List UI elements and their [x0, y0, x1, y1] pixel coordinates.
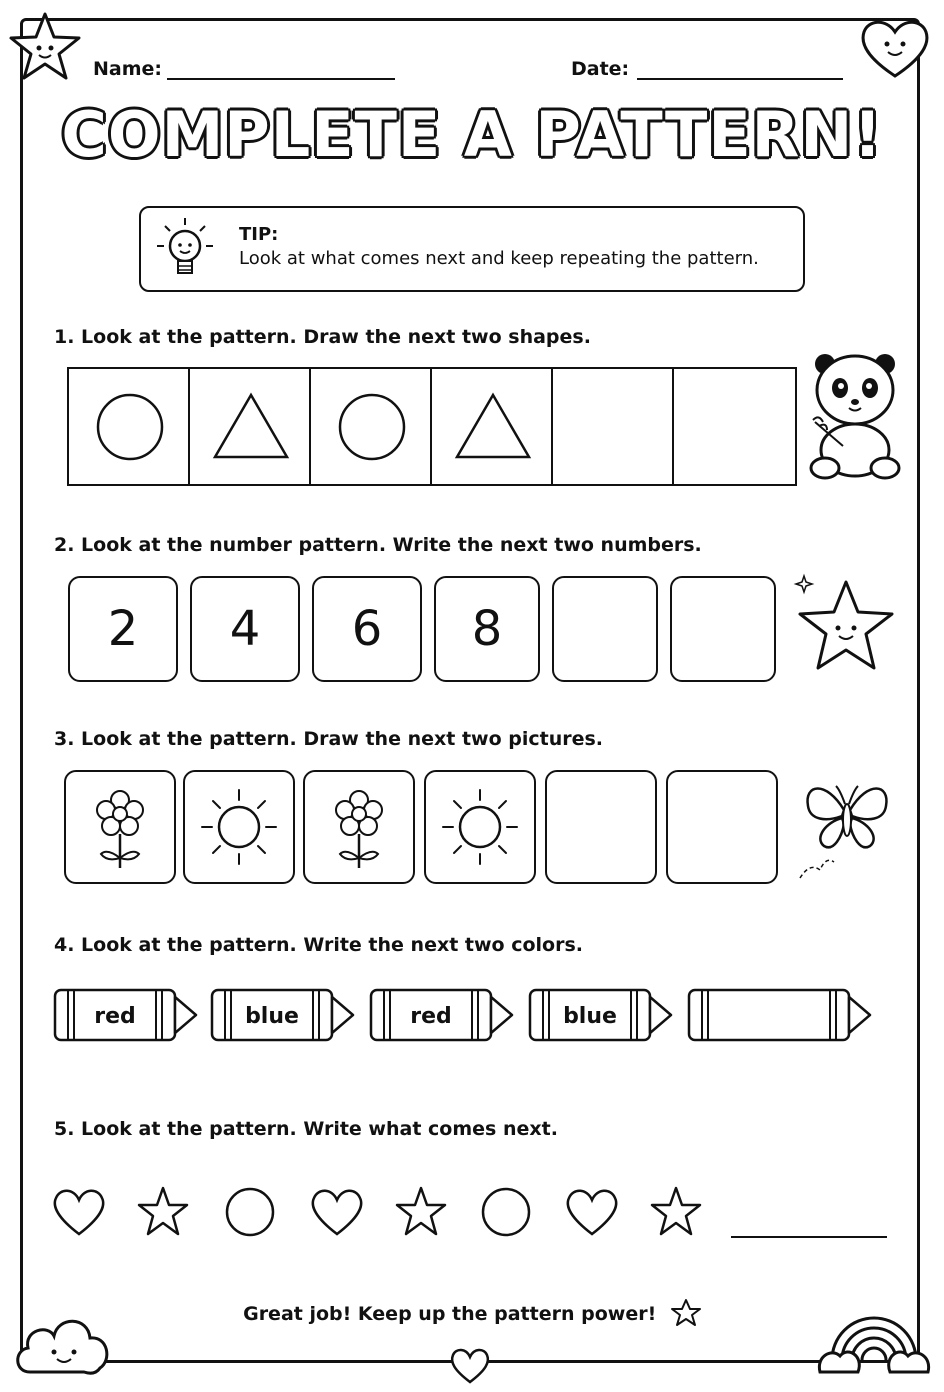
date-label: Date: — [571, 58, 630, 80]
rainbow-icon — [818, 1282, 930, 1378]
star-icon — [8, 10, 82, 84]
answer-cell-1[interactable] — [551, 367, 674, 486]
answer-number-2[interactable] — [670, 576, 776, 682]
triangle-shape — [190, 369, 313, 488]
flower-icon — [324, 782, 394, 872]
panda-icon — [805, 350, 905, 480]
number-cell: 6 — [312, 576, 422, 682]
circle-icon — [227, 1189, 273, 1235]
crayon-label: red — [94, 1003, 136, 1029]
cloud-icon — [14, 1302, 114, 1382]
answer-picture-1[interactable] — [545, 770, 657, 884]
name-field[interactable] — [167, 78, 395, 80]
answer-cell-2[interactable] — [672, 367, 797, 486]
heart-icon — [313, 1191, 361, 1234]
pattern-cell — [183, 770, 295, 884]
crayon-item — [370, 989, 516, 1043]
sun-icon — [435, 782, 525, 872]
star-icon — [652, 1188, 700, 1234]
circle-shape — [69, 369, 192, 488]
crayon-item — [54, 989, 200, 1043]
crayon-item — [529, 989, 675, 1043]
crayon-label: blue — [245, 1003, 299, 1029]
heart-icon — [858, 14, 932, 82]
crayon-label: red — [410, 1003, 452, 1029]
name-label: Name: — [93, 58, 163, 80]
question-3-prompt: 3. Look at the pattern. Draw the next two pictures. — [54, 728, 604, 750]
number-cell: 2 — [68, 576, 178, 682]
butterfly-icon — [796, 770, 896, 890]
answer-number-1[interactable] — [552, 576, 658, 682]
pattern-cell — [64, 770, 176, 884]
star-icon — [397, 1188, 445, 1234]
number-cell: 4 — [190, 576, 300, 682]
number-cell: 8 — [434, 576, 540, 682]
tip-box — [139, 206, 805, 292]
pattern-cell — [424, 770, 536, 884]
star-icon — [671, 1298, 701, 1326]
pattern-cell — [67, 367, 190, 486]
crayon-label: blue — [563, 1003, 617, 1029]
footer-text: Great job! Keep up the pattern power! — [243, 1303, 657, 1325]
heart-icon — [568, 1191, 616, 1234]
shape-pattern-row — [67, 367, 797, 486]
heart-icon — [448, 1346, 492, 1386]
tip-title: TIP: — [239, 224, 279, 245]
sun-icon — [194, 782, 284, 872]
answer-line[interactable] — [731, 1236, 887, 1238]
answer-crayon[interactable] — [688, 989, 874, 1043]
heart-icon — [55, 1191, 103, 1234]
smiling-star-icon — [796, 574, 900, 674]
page-title: COMPLETE A PATTERN! — [61, 98, 883, 171]
triangle-shape — [432, 369, 555, 488]
pattern-cell — [188, 367, 311, 486]
tip-text: Look at what comes next and keep repeating the pattern. — [239, 248, 759, 269]
star-icon — [139, 1188, 187, 1234]
symbol-pattern-row — [52, 1186, 732, 1240]
pattern-cell — [430, 367, 553, 486]
question-1-prompt: 1. Look at the pattern. Draw the next two shapes. — [54, 326, 591, 348]
pattern-cell — [309, 367, 432, 486]
pattern-cell — [303, 770, 415, 884]
lightbulb-icon — [153, 216, 217, 284]
circle-shape — [311, 369, 434, 488]
crayon-label — [708, 989, 830, 1043]
circle-icon — [483, 1189, 529, 1235]
crayon-item — [211, 989, 357, 1043]
question-4-prompt: 4. Look at the pattern. Write the next two colors. — [54, 934, 583, 956]
footer-message — [0, 1298, 944, 1326]
answer-picture-2[interactable] — [666, 770, 778, 884]
question-2-prompt: 2. Look at the number pattern. Write the next two numbers. — [54, 534, 702, 556]
question-5-prompt: 5. Look at the pattern. Write what comes next. — [54, 1118, 558, 1140]
date-field[interactable] — [637, 78, 843, 80]
flower-icon — [85, 782, 155, 872]
